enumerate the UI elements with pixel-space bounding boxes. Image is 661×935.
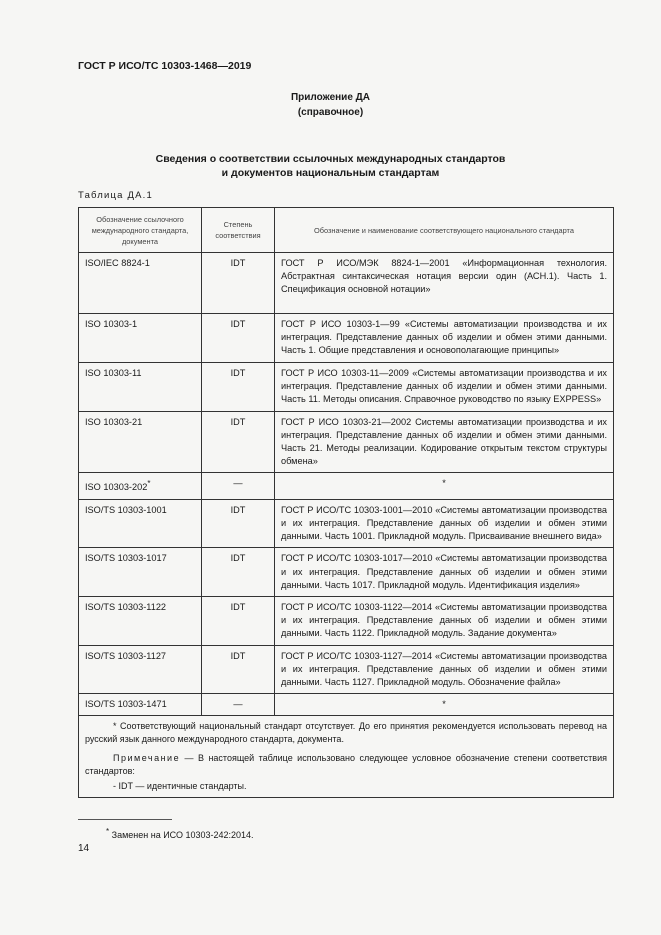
national-standard-cell: * [275,473,614,499]
reference-cell: ISO/IEC 8824-1 [79,253,202,314]
degree-cell: IDT [202,548,275,597]
reference-mark: * [147,479,151,489]
annex-subtitle: (справочное) [297,107,364,118]
degree-cell: IDT [202,363,275,412]
table-row [79,645,614,694]
note-item: - IDT — идентичные стандарты. [113,781,247,792]
correspondence-table [78,207,614,798]
table-row [79,363,614,412]
degree-cell: IDT [202,596,275,645]
national-standard-cell: ГОСТ Р ИСО/ТС 10303-1127—2014 «Системы автоматизации производства и их интеграция. Представление данных об изделии и обмен этими данными. Часть 1127. Прикладной модуль. Обозначение файла» [275,645,614,694]
degree-cell: IDT [202,411,275,473]
table-note [85,752,607,778]
table-row [79,548,614,597]
degree-cell: IDT [202,314,275,363]
table-footnote-cell [79,716,614,798]
section-heading-line2: и документов национальным стандартам [221,167,440,179]
table-row [79,314,614,363]
column-header-reference: Обозначение ссылочного международного стандарта, документа [79,208,202,253]
national-standard-cell: ГОСТ Р ИСО/ТС 10303-1017—2010 «Системы автоматизации производства и их интеграция. Представление данных об изделии и обмен этими данными. Часть 1017. Прикладной модуль. Идентификация изделия» [275,548,614,597]
column-header-national: Обозначение и наименование соответствующего национального стандарта [275,208,614,253]
page-header: ГОСТ Р ИСО/ТС 10303-1468—2019 [78,60,252,72]
annex-title-main: Приложение ДА [290,92,371,103]
degree-cell: — [202,473,275,499]
reference-cell: ISO/TS 10303-1001 [79,499,202,548]
page-footnote [106,827,254,840]
table-footnote-row [79,716,614,798]
national-standard-cell: * [275,694,614,716]
reference-cell: ISO 10303-21 [79,411,202,473]
section-heading-line1: Сведения о соответствии ссылочных международных стандартов [155,153,506,165]
note-label: Примечание [113,753,181,764]
national-standard-cell: ГОСТ Р ИСО 10303-1—99 «Системы автоматизации производства и их интеграция. Представление данных об изделии и обмен этими данными. Часть 1. Общие представления и основополагающие принципы» [275,314,614,363]
reference-cell: ISO/TS 10303-1127 [79,645,202,694]
page-footnote-text: Заменен на ИСО 10303-242:2014. [111,830,254,840]
degree-cell: IDT [202,499,275,548]
national-standard-cell: ГОСТ Р ИСО/ТС 10303-1122—2014 «Системы автоматизации производства и их интеграция. Представление данных об изделии и обмен этими данными. Часть 1122. Прикладной модуль. Задание документа» [275,596,614,645]
reference-cell: ISO/TS 10303-1471 [79,694,202,716]
table-row [79,499,614,548]
page-footnote-mark: * [106,827,110,836]
table-row [79,596,614,645]
degree-cell: IDT [202,645,275,694]
table-row [79,473,614,499]
page-number: 14 [78,843,90,854]
table-row [79,253,614,314]
table-footnote: * Соответствующий национальный стандарт отсутствует. До его принятия рекомендуется использовать перевод на русский язык данного международного стандарта, документа. [85,721,607,745]
national-standard-cell: ГОСТ Р ИСО 10303-21—2002 Системы автоматизации производства и их интеграция. Представление данных об изделии и обмен этими данными. Часть 21. Методы реализации. Кодирование открытым текстом структуры обмена» [275,411,614,473]
section-heading [0,152,661,180]
degree-cell: — [202,694,275,716]
reference-cell [79,473,202,499]
national-standard-cell: ГОСТ Р ИСО 10303-11—2009 «Системы автоматизации производства и их интеграция. Представление данных об изделии и обмен этими данными. Часть 11. Методы описания. Справочное руководство по языку EXPPESS» [275,363,614,412]
table-header-row [79,208,614,253]
national-standard-cell: ГОСТ Р ИСО/МЭК 8824-1—2001 «Информационная технология. Абстрактная синтаксическая нотация версии один (АСН.1). Часть 1. Спецификация основной нотации» [275,253,614,314]
reference-cell: ISO 10303-1 [79,314,202,363]
column-header-degree: Степень соответствия [202,208,275,253]
table-label: Таблица ДА.1 [78,190,153,201]
degree-cell: IDT [202,253,275,314]
reference-text: ISO 10303-202 [85,482,148,493]
table-row [79,411,614,473]
note-text: — В настоящей таблице использовано следующее условное обозначение степени соответствия стандартов: [85,753,607,777]
annex-title [0,90,661,120]
national-standard-cell: ГОСТ Р ИСО/ТС 10303-1001—2010 «Системы автоматизации производства и их интеграция. Представление данных об изделии и обмен этими данными. Часть 1001. Прикладной модуль. Присваивание внешнего вида» [275,499,614,548]
reference-cell: ISO 10303-11 [79,363,202,412]
reference-cell: ISO/TS 10303-1122 [79,596,202,645]
table-row [79,694,614,716]
reference-cell: ISO/TS 10303-1017 [79,548,202,597]
footnote-separator [78,819,172,820]
